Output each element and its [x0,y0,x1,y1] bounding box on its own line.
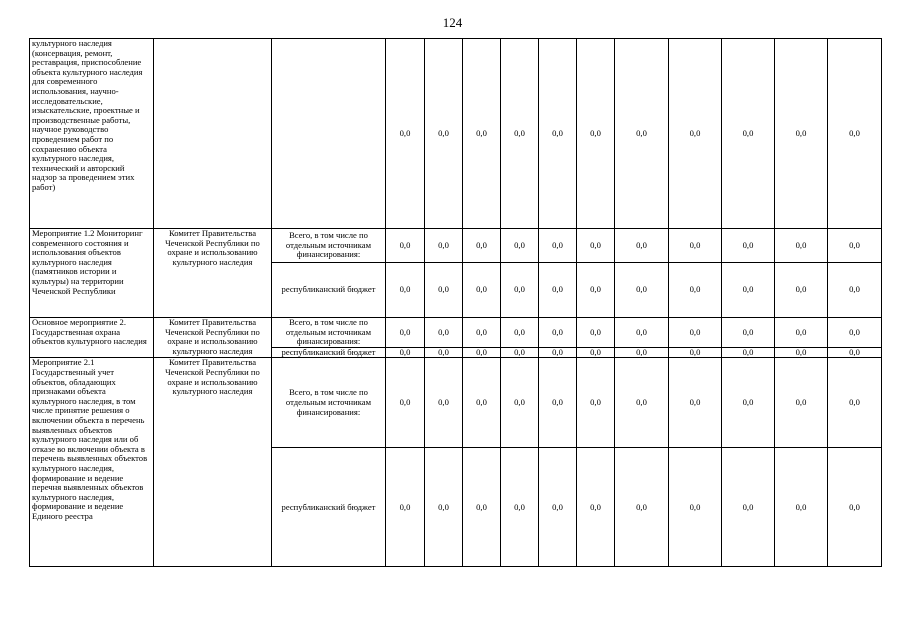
executor-cell [154,39,272,229]
value-cell: 0,0 [828,318,882,348]
value-cell: 0,0 [501,347,539,358]
value-cell: 0,0 [463,39,501,229]
value-cell: 0,0 [463,263,501,318]
value-cell: 0,0 [669,318,722,348]
measure-description: Мероприятие 1.2 Мониторинг современного состояния и использования объектов культурного наследия (памятников истории и культуры) на территории Чеченской Республики [30,229,154,318]
value-cell: 0,0 [722,263,775,318]
value-cell: 0,0 [463,347,501,358]
value-cell: 0,0 [722,39,775,229]
value-cell: 0,0 [577,263,615,318]
value-cell: 0,0 [828,229,882,263]
value-cell: 0,0 [463,448,501,567]
value-cell: 0,0 [425,229,463,263]
value-cell: 0,0 [828,347,882,358]
value-cell: 0,0 [615,263,669,318]
value-cell: 0,0 [775,347,828,358]
value-cell: 0,0 [501,318,539,348]
value-cell: 0,0 [577,358,615,448]
value-cell: 0,0 [386,229,425,263]
value-cell: 0,0 [577,448,615,567]
value-cell: 0,0 [577,229,615,263]
value-cell: 0,0 [775,448,828,567]
value-cell: 0,0 [501,39,539,229]
value-cell: 0,0 [425,263,463,318]
value-cell: 0,0 [501,448,539,567]
executor-cell: Комитет Правительства Чеченской Республики по охране и использованию культурного наследия [154,358,272,567]
value-cell: 0,0 [463,358,501,448]
value-cell: 0,0 [539,39,577,229]
value-cell: 0,0 [669,347,722,358]
value-cell: 0,0 [722,448,775,567]
value-cell: 0,0 [386,318,425,348]
value-cell: 0,0 [425,39,463,229]
value-cell: 0,0 [775,318,828,348]
value-cell: 0,0 [386,347,425,358]
table-body [30,39,882,567]
value-cell: 0,0 [501,263,539,318]
value-cell: 0,0 [577,347,615,358]
value-cell: 0,0 [669,448,722,567]
value-cell: 0,0 [722,358,775,448]
value-cell: 0,0 [615,448,669,567]
value-cell: 0,0 [539,358,577,448]
value-cell: 0,0 [669,263,722,318]
funding-source-cell: республиканский бюджет [272,448,386,567]
value-cell: 0,0 [775,263,828,318]
value-cell: 0,0 [775,39,828,229]
value-cell: 0,0 [615,229,669,263]
value-cell: 0,0 [539,448,577,567]
value-cell: 0,0 [463,229,501,263]
value-cell: 0,0 [425,448,463,567]
funding-source-cell: Всего, в том числе по отдельным источникам финансирования: [272,358,386,448]
table-row [30,358,882,448]
value-cell: 0,0 [501,358,539,448]
funding-source-cell: республиканский бюджет [272,263,386,318]
value-cell: 0,0 [775,358,828,448]
value-cell: 0,0 [828,358,882,448]
value-cell: 0,0 [425,358,463,448]
value-cell: 0,0 [386,358,425,448]
funding-source-cell: Всего, в том числе по отдельным источникам финансирования: [272,318,386,348]
value-cell: 0,0 [539,318,577,348]
value-cell: 0,0 [722,347,775,358]
measure-description: Основное мероприятие 2. Государственная охрана объектов культурного наследия [30,318,154,358]
value-cell: 0,0 [669,358,722,448]
value-cell: 0,0 [577,318,615,348]
executor-cell: Комитет Правительства Чеченской Республики по охране и использованию культурного наследия [154,229,272,318]
value-cell: 0,0 [539,347,577,358]
value-cell: 0,0 [425,347,463,358]
table-row [30,39,882,229]
executor-cell: Комитет Правительства Чеченской Республики по охране и использованию культурного наследия [154,318,272,358]
measure-description: культурного наследия (консервация, ремонт, реставрация, приспособление объекта культурного наследия для современного использования, научно-исследовательские, изыскательские, проектные и производственные работы, научное руководство проведением работ по сохранению объекта культурного наследия, технический и авторский надзор за проведением этих работ) [30,39,154,229]
value-cell: 0,0 [669,229,722,263]
value-cell: 0,0 [615,39,669,229]
value-cell: 0,0 [463,318,501,348]
funding-source-cell: Всего, в том числе по отдельным источникам финансирования: [272,229,386,263]
value-cell: 0,0 [615,318,669,348]
funding-source-cell: республиканский бюджет [272,347,386,358]
value-cell: 0,0 [722,318,775,348]
value-cell: 0,0 [501,229,539,263]
value-cell: 0,0 [386,263,425,318]
table-row [30,229,882,263]
value-cell: 0,0 [828,448,882,567]
funding-source-cell [272,39,386,229]
page-number: 124 [442,15,463,30]
value-cell: 0,0 [722,229,775,263]
value-cell: 0,0 [425,318,463,348]
value-cell: 0,0 [386,39,425,229]
value-cell: 0,0 [615,347,669,358]
value-cell: 0,0 [577,39,615,229]
value-cell: 0,0 [669,39,722,229]
measure-description: Мероприятие 2.1 Государственный учет объектов, обладающих признаками объекта культурного наследия, в том числе принятие решения о включении объекта в перечень выявленных объектов культурного наследия или об отказе во включении объекта в перечень выявленных объектов культурного наследия, формирование и ведение перечня выявленных объектов культурного наследия, формирование и ведение Единого реестра [30,358,154,567]
value-cell: 0,0 [828,263,882,318]
value-cell: 0,0 [539,229,577,263]
table-row [30,318,882,348]
value-cell: 0,0 [615,358,669,448]
value-cell: 0,0 [539,263,577,318]
value-cell: 0,0 [828,39,882,229]
value-cell: 0,0 [386,448,425,567]
funding-table [29,38,882,567]
value-cell: 0,0 [775,229,828,263]
